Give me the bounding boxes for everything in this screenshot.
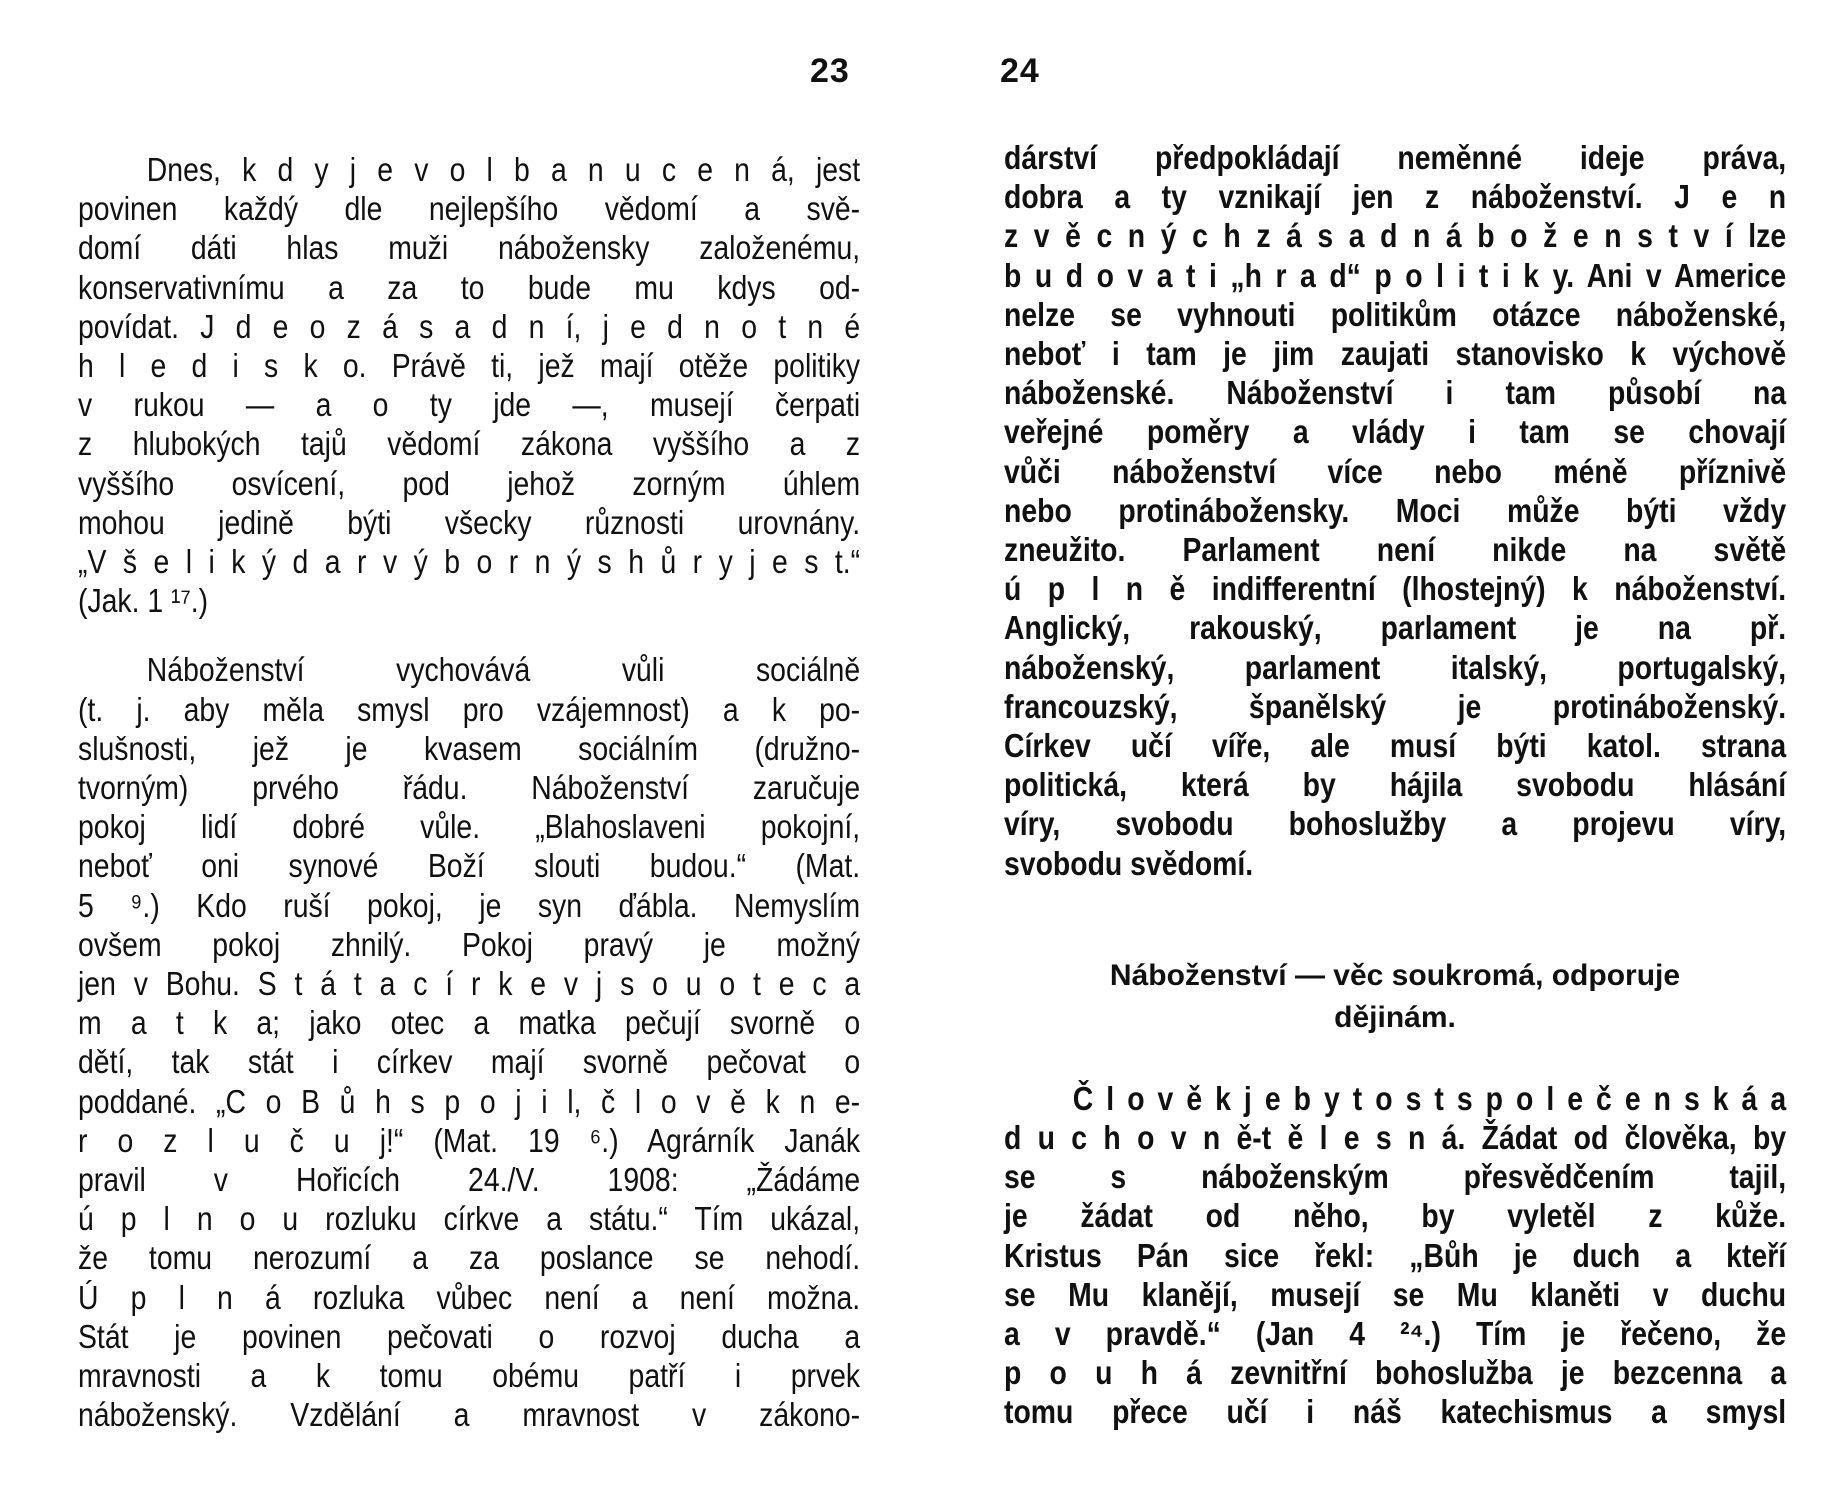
text-line: „V š e l i k ý d a r v ý b o r n ý s h ů r y j e s t.“ <box>78 543 861 581</box>
text-line: r o z l u č u j!“ (Mat. 19 ⁶.) Agrárník Janák <box>78 1121 861 1159</box>
right-page <box>922 0 1844 1500</box>
text-line: francouzský, španělský je protináboženský. <box>1004 687 1787 725</box>
text-line: Náboženství vychovává vůli sociálně <box>146 651 861 689</box>
text-line: poddané. „C o B ů h s p o j i l, č l o v ě k n e- <box>78 1082 861 1120</box>
text-line: Dnes, k d y j e v o l b a n u c e n á, jest <box>146 151 861 188</box>
text-line: (t. j. aby měla smysl pro vzájemnost) a k po- <box>78 690 861 728</box>
text-line: nelze se vyhnouti politikům otázce náboženské, <box>1004 295 1787 333</box>
right-paragraph-2 <box>1004 1079 1786 1432</box>
text-line: slušnosti, jež je kvasem sociálním (družno- <box>78 729 861 767</box>
heading-line: dějinám. <box>1334 1000 1456 1034</box>
text-line: Stát je povinen pečovati o rozvoj ducha a <box>78 1317 861 1355</box>
text-line: domí dáti hlas muži nábožensky založenému, <box>78 229 861 267</box>
text-line: mohou jedině býti všecky různosti urovnány. <box>78 503 861 541</box>
text-line: Ú p l n á rozluka vůbec není a není možna. <box>78 1278 861 1316</box>
text-line: dobra a ty vznikají jen z náboženství. J e n <box>1004 178 1787 216</box>
text-line: konservativnímu a za to bude mu kdys od- <box>78 268 861 306</box>
text-line: neboť oni synové Boží slouti budou.“ (Mat. <box>78 847 861 885</box>
text-line: jen v Bohu. S t á t a c í r k e v j s o u o t e c a <box>78 965 861 1003</box>
text-line: tomu přece učí i náš katechismus a smysl <box>1004 1393 1787 1431</box>
text-line: Č l o v ě k j e b y t o s t s p o l e č e n s k á a <box>1072 1079 1787 1117</box>
text-line: nebo protináboženskу. Moci může býti vždy <box>1004 491 1787 529</box>
heading-line: Náboženství — věc soukromá, odporuje <box>1109 958 1681 992</box>
right-paragraph-1 <box>1004 138 1786 883</box>
text-line: povinen každý dle nejlepšího vědomí a svě- <box>78 190 861 228</box>
right-text-block <box>1004 138 1786 1432</box>
text-line: ovšem pokoj zhnilý. Pokoj pravý je možný <box>78 925 861 963</box>
text-line: b u d o v a t i „h r a d“ p o l i t i k y. Ani v Americe <box>1004 256 1787 294</box>
text-line: politická, která by hájila svobodu hlásání <box>1004 766 1787 804</box>
left-text-block <box>78 150 860 1435</box>
text-line: ú p l n ě indifferentní (lhostejný) k náboženství. <box>1004 570 1787 608</box>
text-line: víry, svobodu bohoslužby a projevu víry, <box>1004 805 1787 843</box>
text-line: se s náboženským přesvědčením tajil, <box>1004 1158 1787 1196</box>
text-line: m a t k a; jako otec a matka pečují svorně o <box>78 1004 861 1042</box>
left-paragraph-2 <box>78 650 860 1434</box>
text-line: že tomu nerozumí a za poslance se nehodí. <box>78 1239 861 1277</box>
text-line: vůči náboženství více nebo méně příznivě <box>1004 452 1787 490</box>
text-line: 5 ⁹.) Kdo ruší pokoj, je syn ďábla. Nemyslím <box>78 886 861 924</box>
text-line: h l e d i s k o. Právě ti, jež mají otěže politiky <box>78 347 861 385</box>
section-heading <box>1004 955 1786 1039</box>
text-line: náboženský. Vzdělání a mravnost v zákono- <box>78 1396 861 1434</box>
text-line: veřejné poměry a vlády i tam se chovají <box>1004 413 1787 451</box>
text-line: Církev učí víře, ale musí býti katol. strana <box>1004 727 1787 765</box>
text-line: neboť i tam je jim zaujati stanovisko k výchově <box>1004 335 1787 373</box>
left-paragraph-1 <box>78 150 860 620</box>
text-line: náboženský, parlament italský, portugalský, <box>1004 648 1787 686</box>
text-line: náboženské. Náboženství i tam působí na <box>1004 374 1787 412</box>
text-line: zneužito. Parlament není nikde na světě <box>1004 531 1787 569</box>
text-line: dětí, tak stát i církev mají svorně pečovat o <box>78 1043 861 1081</box>
text-line: a v pravdě.“ (Jan 4 ²⁴.) Tím je řečeno, že <box>1004 1315 1787 1353</box>
page-number-right: 24 <box>1000 52 1040 90</box>
text-line: tvorným) prvého řádu. Náboženství zaručuje <box>78 769 861 807</box>
text-line: se Mu klanějí, musejí se Mu klaněti v duchu <box>1004 1275 1787 1313</box>
text-line: (Jak. 1 ¹⁷.) <box>78 582 209 620</box>
text-line: pravil v Hořicích 24./V. 1908: „Žádáme <box>78 1161 861 1199</box>
text-line: Kristus Pán sice řekl: „Bůh je duch a kteří <box>1004 1236 1787 1274</box>
page-number-left: 23 <box>810 52 850 90</box>
text-line: povídat. J d e o z á s a d n í, j e d n o t n é <box>78 307 861 345</box>
text-line: z hlubokých tajů vědomí zákona vyššího a z <box>78 425 861 463</box>
text-line: d u c h o v n ě-t ě l e s n á. Žádat od člověka, by <box>1004 1119 1787 1157</box>
text-line: v rukou — a o ty jde —, musejí čerpati <box>78 386 861 424</box>
text-line: dárství předpokládají neměnné ideje práva, <box>1004 139 1787 176</box>
text-line: je žádat od něho, by vyletěl z kůže. <box>1004 1197 1787 1235</box>
text-line: p o u h á zevnitřní bohoslužba je bezcenna a <box>1004 1354 1787 1392</box>
text-line: vyššího osvícení, pod jehož zorným úhlem <box>78 464 861 502</box>
text-line: z v ě c n ý c h z á s a d n á b o ž e n s t v í lze <box>1004 217 1787 255</box>
text-line: mravnosti a k tomu obému patří i prvek <box>78 1357 861 1395</box>
text-line: ú p l n o u rozluku církve a státu.“ Tím ukázal, <box>78 1200 861 1238</box>
text-line: Anglický, rakouský, parlament je na př. <box>1004 609 1787 647</box>
text-line: svobodu svědomí. <box>1004 844 1254 882</box>
text-line: pokoj lidí dobré vůle. „Blahoslaveni pokojní, <box>78 808 861 846</box>
